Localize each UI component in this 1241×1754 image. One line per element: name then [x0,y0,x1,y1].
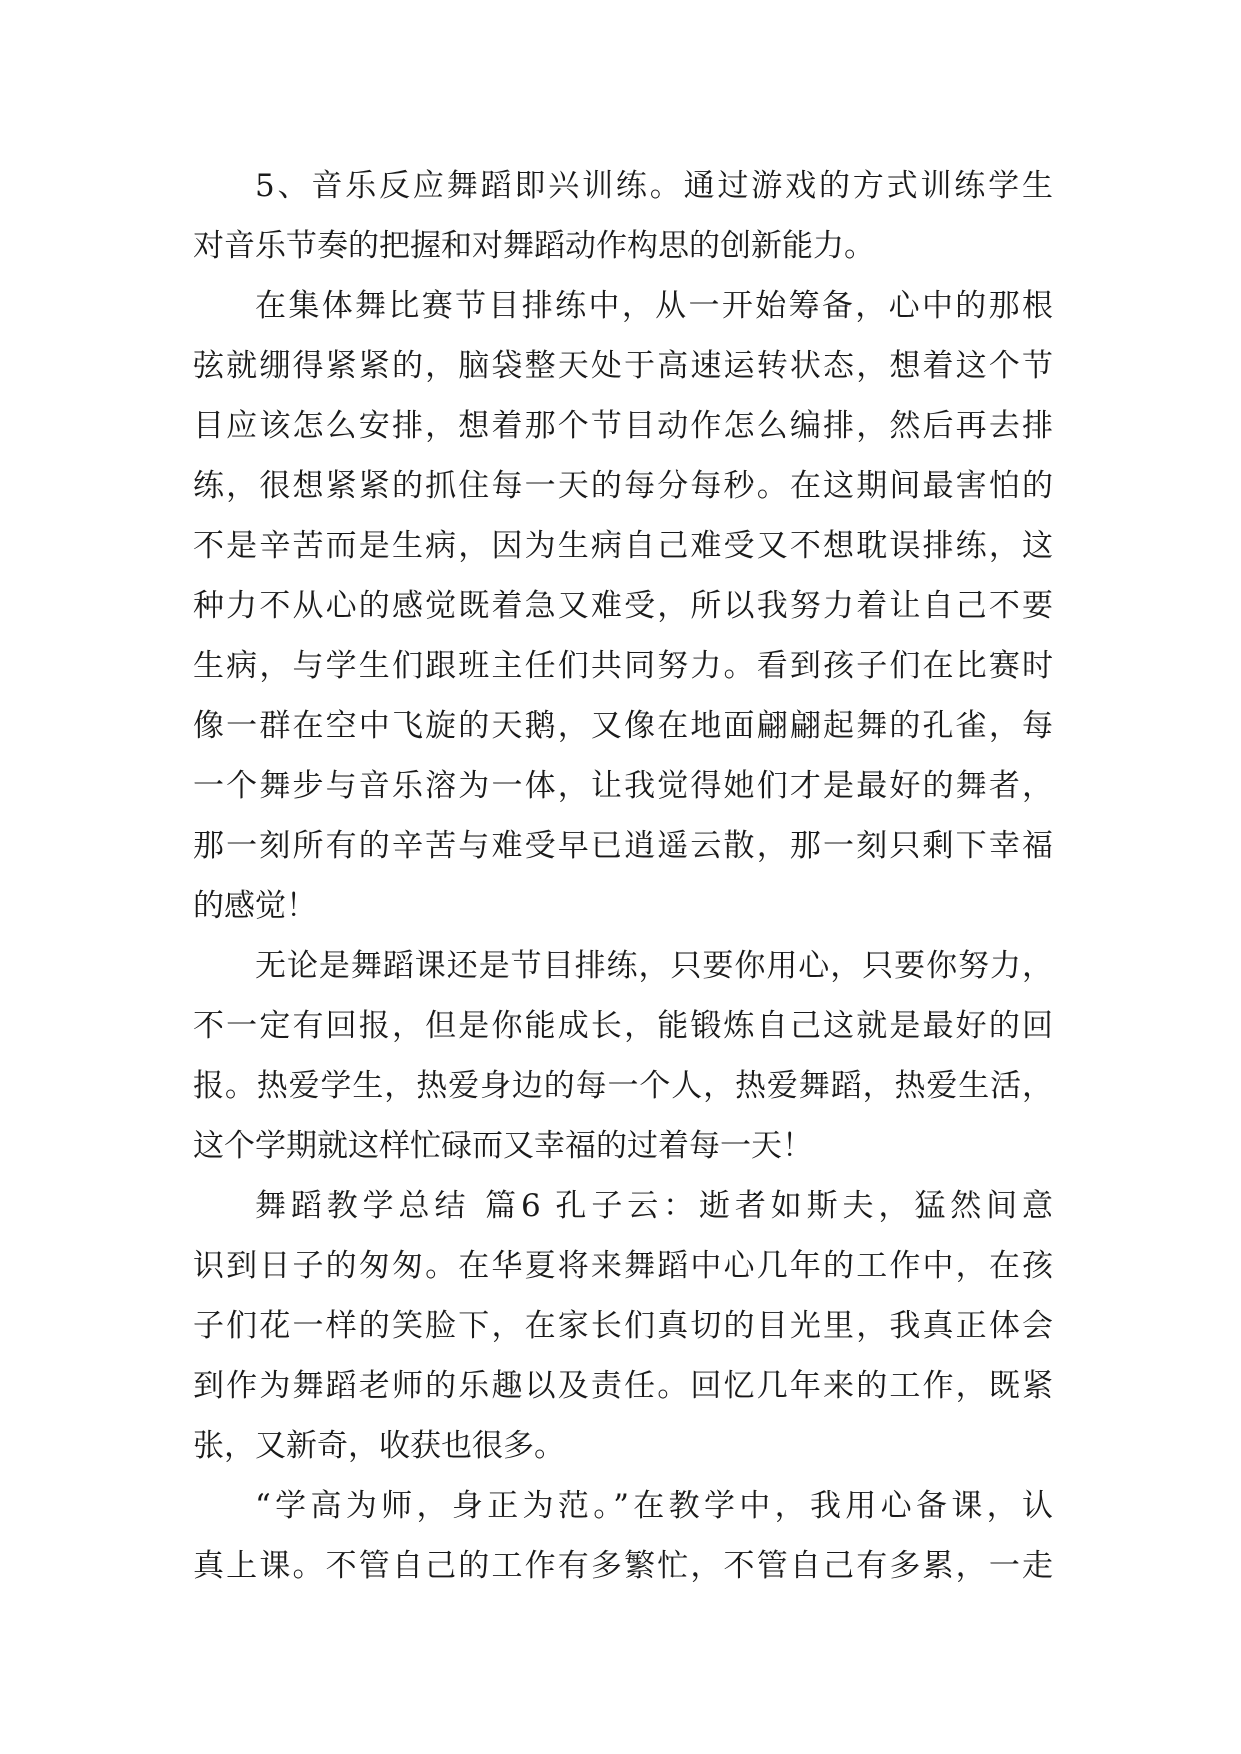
text-line: 生病，与学生们跟班主任们共同努力。看到孩子们在比赛时 [193,648,1053,684]
text-line: 在集体舞比赛节目排练中，从一开始筹备，心中的那根 [255,288,1053,324]
text-line: 一个舞步与音乐溶为一体，让我觉得她们才是最好的舞者， [193,768,1053,804]
text-line: 子们花一样的笑脸下，在家长们真切的目光里，我真正体会 [193,1308,1053,1344]
text-line: 练，很想紧紧的抓住每一天的每分每秒。在这期间最害怕的 [193,468,1053,504]
text-line: 不一定有回报，但是你能成长，能锻炼自己这就是最好的回 [193,1008,1053,1044]
text-line: 到作为舞蹈老师的乐趣以及责任。回忆几年来的工作，既紧 [193,1368,1053,1404]
text-line: 真上课。不管自己的工作有多繁忙，不管自己有多累，一走 [193,1548,1053,1584]
text-line: 目应该怎么安排，想着那个节目动作怎么编排，然后再去排 [193,408,1053,444]
text-line: 像一群在空中飞旋的天鹅，又像在地面翩翩起舞的孔雀，每 [193,708,1053,744]
text-line: 那一刻所有的辛苦与难受早已逍遥云散，那一刻只剩下幸福 [193,828,1053,864]
text-line: 识到日子的匆匆。在华夏将来舞蹈中心几年的工作中，在孩 [193,1248,1053,1284]
text-line: 这个学期就这样忙碌而又幸福的过着每一天！ [193,1128,813,1164]
text-line: 不是辛苦而是生病，因为生病自己难受又不想耽误排练，这 [193,528,1053,564]
text-line: 无论是舞蹈课还是节目排练，只要你用心，只要你努力， [255,948,1053,984]
text-line: 的感觉！ [193,888,317,924]
text-line: 报。热爱学生，热爱身边的每一个人，热爱舞蹈，热爱生活， [193,1068,1053,1104]
text-line: 5、音乐反应舞蹈即兴训练。通过游戏的方式训练学生 [255,168,1053,204]
section-heading-line: 舞蹈教学总结 篇6 孔子云：逝者如斯夫，猛然间意 [255,1188,1053,1224]
text-line: 弦就绷得紧紧的，脑袋整天处于高速运转状态，想着这个节 [193,348,1053,384]
text-line: 张，又新奇，收获也很多。 [193,1428,565,1464]
text-line: 种力不从心的感觉既着急又难受，所以我努力着让自己不要 [193,588,1053,624]
text-line: 对音乐节奏的把握和对舞蹈动作构思的创新能力。 [193,228,875,264]
text-line: “学高为师，身正为范。”在教学中，我用心备课，认 [255,1488,1053,1524]
